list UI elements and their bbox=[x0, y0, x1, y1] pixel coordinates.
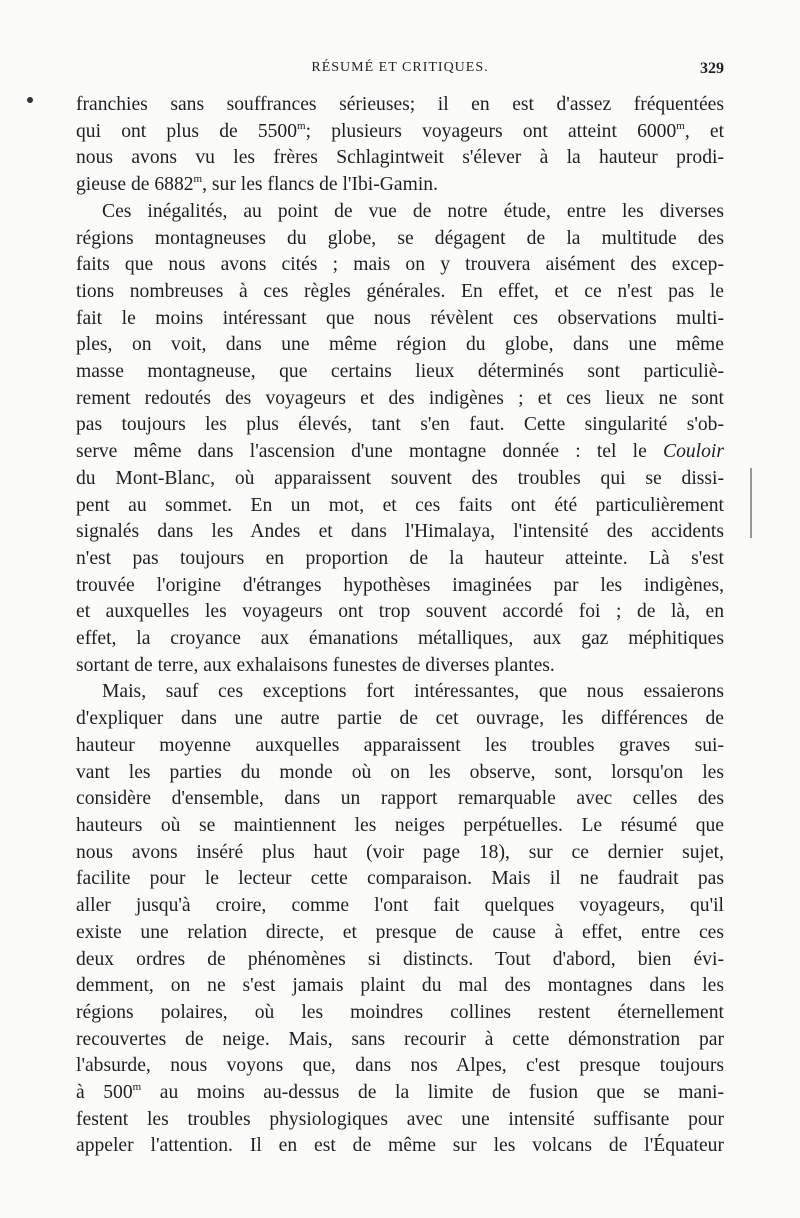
text-line: franchies sans souffrances sérieuses; il en est d'assez fréquentées bbox=[76, 94, 724, 115]
text-line: demment, on ne s'est jamais plaint du mal des montagnes dans les bbox=[76, 975, 724, 997]
text-line: trouvée l'origine d'étranges hypothèses imaginées par les indigènes, bbox=[76, 574, 724, 596]
text-line: deux ordres de phénomènes si distincts. Tout d'abord, bien évi- bbox=[76, 948, 724, 970]
text-line: sortant de terre, aux exhalaisons funestes de diverses plantes. bbox=[76, 654, 555, 676]
text-line: considère d'ensemble, dans un rapport remarquable avec celles des bbox=[76, 788, 724, 810]
text-line: fait le moins intéressant que nous révèlent ces observations multi- bbox=[76, 307, 724, 329]
text-line: régions montagneuses du globe, se dégagent de la multitude des bbox=[76, 227, 724, 249]
running-head: RÉSUMÉ ET CRITIQUES. bbox=[311, 60, 489, 75]
body-text bbox=[76, 92, 724, 1160]
text-line: gieuse de 6882$^m$, sur les flancs de l'Ibi-Gamin. bbox=[76, 173, 438, 196]
text-line: Mais, sauf ces exceptions fort intéressantes, que nous essaierons bbox=[102, 681, 724, 703]
text-line: serve même dans l'ascension d'une montagne donnée : tel le Couloir bbox=[76, 441, 724, 463]
text-line: aller jusqu'à croire, comme l'ont fait quelques voyageurs, qu'il bbox=[76, 895, 724, 917]
text-line: l'absurde, nous voyons que, dans nos Alpes, c'est presque toujours bbox=[76, 1055, 724, 1077]
text-line: effet, la croyance aux émanations métalliques, aux gaz méphitiques bbox=[76, 628, 724, 650]
page-number: 329 bbox=[700, 60, 724, 77]
text-line: régions polaires, où les moindres collines restent éternellement bbox=[76, 1001, 724, 1023]
text-line: nous avons inséré plus haut (voir page 18), sur ce dernier sujet, bbox=[76, 841, 724, 863]
text-line: du Mont-Blanc, où apparaissent souvent des troubles qui se dissi- bbox=[76, 467, 724, 489]
text-line: nous avons vu les frères Schlagintweit s'élever à la hauteur prodi- bbox=[76, 147, 724, 169]
margin-pencil-mark bbox=[750, 468, 752, 538]
text-line: d'expliquer dans une autre partie de cet ouvrage, les différences de bbox=[76, 708, 724, 730]
text-line: qui ont plus de 5500$^m$; plusieurs voyageurs ont atteint 6000$^m$, et bbox=[76, 119, 724, 142]
text-line: rement redoutés des voyageurs et des indigènes ; et ces lieux ne sont bbox=[76, 387, 724, 409]
text-line: tions nombreuses à ces règles générales. En effet, et ce n'est pas le bbox=[76, 280, 724, 302]
text-line: vant les parties du monde où on les observe, sont, lorsqu'on les bbox=[76, 761, 724, 783]
text-line: existe une relation directe, et presque de cause à effet, entre ces bbox=[76, 921, 724, 943]
text-line: hauteurs où se maintiennent les neiges perpétuelles. Le résumé que bbox=[76, 814, 724, 836]
text-line: à 500$^m$ au moins au-dessus de la limite de fusion que se mani- bbox=[76, 1081, 724, 1104]
text-line: facilite pour le lecteur cette comparaison. Mais il ne faudrait pas bbox=[76, 868, 724, 890]
text-line: appeler l'attention. Il en est de même sur les volcans de l'Équateur bbox=[76, 1135, 724, 1157]
page-header bbox=[76, 60, 724, 84]
text-line: n'est pas toujours en proportion de la hauteur atteinte. Là s'est bbox=[76, 547, 724, 569]
text-line: faits que nous avons cités ; mais on y trouvera aisément des excep- bbox=[76, 254, 724, 276]
text-line: masse montagneuse, que certains lieux déterminés sont particuliè- bbox=[76, 361, 724, 383]
text-line: recouvertes de neige. Mais, sans recourir à cette démonstration par bbox=[76, 1028, 724, 1050]
text-line: pent au sommet. En un mot, et ces faits ont été particulièrement bbox=[76, 494, 724, 516]
text-line: Ces inégalités, au point de vue de notre étude, entre les diverses bbox=[102, 200, 724, 222]
text-line: festent les troubles physiologiques avec une intensité suffisante pour bbox=[76, 1108, 724, 1130]
text-line: et auxquelles les voyageurs ont trop souvent accordé foi ; de là, en bbox=[76, 601, 724, 623]
text-line: hauteur moyenne auxquelles apparaissent les troubles graves sui- bbox=[76, 734, 724, 756]
text-line: ples, on voit, dans une même région du globe, dans une même bbox=[76, 334, 724, 356]
text-line: pas toujours les plus élevés, tant s'en faut. Cette singularité s'ob- bbox=[76, 414, 724, 436]
margin-dot bbox=[27, 97, 33, 103]
text-line: signalés dans les Andes et dans l'Himalaya, l'intensité des accidents bbox=[76, 521, 724, 543]
